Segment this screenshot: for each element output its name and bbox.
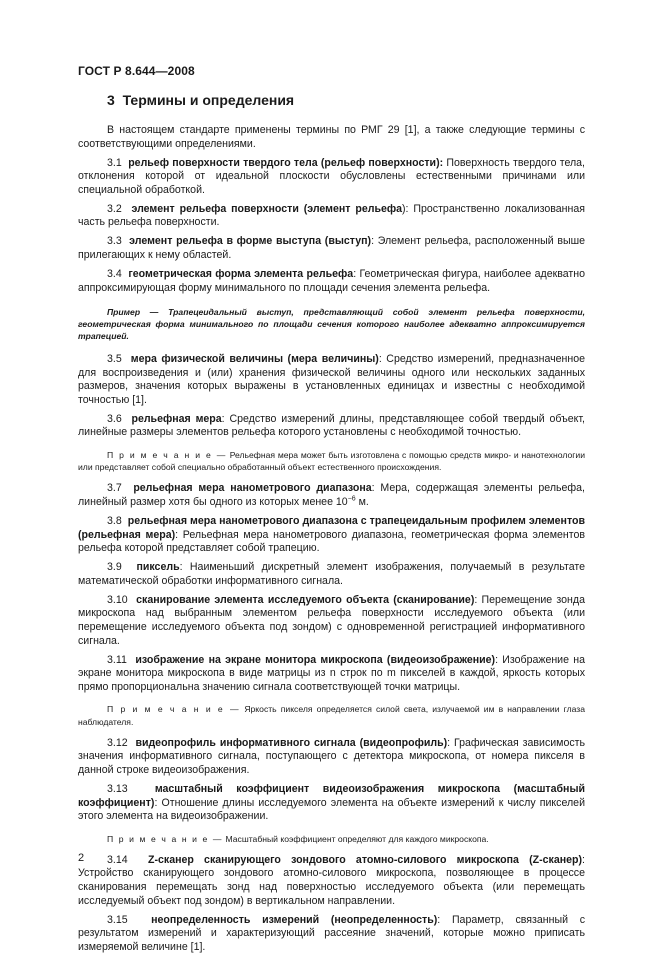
term-definition: : Графическая зависимость значения информативного сигнала, поступающего с детектора микроскопа, от номера пикселя в данной строке видеоизображения. [78,736,586,776]
example-paragraph [78,306,585,342]
term-name: масштабный коэффициент видеоизображения микроскопа (масштабный коэффициент) [78,782,585,809]
term-name: рельефная мера нанометрового диапазона [133,482,372,495]
term-name: рельефная мера нанометрового диапазона с трапецеидальным профилем элементов (рельефная мера) [78,515,585,541]
note-label: П р и м е ч а н и е — [107,833,224,844]
exponent: −6 [347,495,356,503]
term-definition: : Изображение на экране монитора микроскопа в виде матрицы из n строк по m пикселей в каждой, яркость которых прямо пропорциональна значению сигнала соответствующей точки матрицы. [78,653,585,693]
page-number: 2 [78,852,85,864]
term-definition: : Устройство сканирующего зондового атомно-силового микроскопа, позволяющее в процессе сканирования перемещать зонд над поверхностью исследуемого объекта (или перемещать исследуемый объект под зондом) в вертикальном направлении. [78,853,585,907]
term-name: Z-сканер сканирующего зондового атомно-силового микроскопа (Z-сканер) [148,853,583,866]
term-definition: : Мера, содержащая элементы рельефа, линейный размер хотя бы одного из которых менее 10 [78,482,585,509]
term-definition: : Параметр, связанный с результатом измерений и характеризующий рассеяние значений, которые можно приписать измеряемой величине [1]. [78,913,585,953]
term-3-15: 3.15 неопределенность измерений (неопределенность): Параметр, связанный с результатом измерений и характеризующий рассеяние значений, которые можно приписать измеряемой величине [1]. [78,913,585,953]
term-name: мера физической величины (мера величины) [130,353,379,366]
term-definition: : Средство измерений, предназначенное для воспроизведения и (или) хранения физической величины одного или нескольких заданных размеров, значения которых выражены в установленных единицах и известны с необходимой точностью [1]. [78,353,585,406]
term-3-12: 3.12 видеопрофиль информативного сигнала (видеопрофиль): Графическая зависимость значения информативного сигнала, поступающего с детектора микроскопа, от номера пикселя в данной строке видеоизображения. [78,736,586,776]
term-name: сканирование элемента исследуемого объекта (сканирование) [136,593,475,606]
note-3 [78,833,585,845]
term-name: элемент рельефа в форме выступа (выступ) [129,235,372,248]
term-3-2: 3.2 элемент рельефа поверхности (элемент рельефа): Пространственно локализованная часть рельефа поверхности. [78,202,585,229]
section-number: 3 [107,92,115,108]
term-definition: : Отношение длины исследуемого элемента на объекте измерений к числу пикселей этого элемента на видеоизображении. [78,796,585,823]
term-3-14: 3.14 Z-сканер сканирующего зондового атомно-силового микроскопа (Z-сканер): Устройство сканирующего зондового атомно-силового микроскопа, позволяющее в процессе сканирования перемещать зонд над поверхностью исследуемого объекта (или перемещать исследуемый объект под зондом) в вертикальном направлении. [78,853,585,907]
note-label: П р и м е ч а н и е — [107,704,241,715]
term-definition: : Геометрическая фигура, наиболее адекватно аппроксимирующая форму минимального по площади сечения элемента рельефа. [78,267,585,294]
term-3-13: 3.13 масштабный коэффициент видеоизображения микроскопа (масштабный коэффициент): Отношение длины исследуемого элемента на объекте измерений к числу пикселей этого элемента на видеоизображении. [78,782,585,823]
note-2 [78,703,585,727]
section-title-text: Термины и определения [122,92,295,108]
note-1 [78,449,585,473]
term-3-3: 3.3 элемент рельефа в форме выступа (выступ): Элемент рельефа, расположенный выше прилегающих к нему областей. [78,235,585,261]
term-name: рельеф поверхности твердого тела (рельеф поверхности): [128,156,444,169]
term-name: рельефная мера [131,412,222,425]
term-3-1: 3.1 рельеф поверхности твердого тела (рельеф поверхности): Поверхность твердого тела, отклонения которой от идеальной плоскости обусловлены естественными причинами или специальной обработкой. [78,156,586,196]
intro-paragraph: В настоящем стандарте применены термины по РМГ 29 [1], а также следующие термины с соответствующими определениями. [78,124,585,150]
term-definition: ): Пространственно локализованная часть рельефа поверхности. [78,202,585,229]
term-name: неопределенность измерений (неопределенность) [151,913,438,926]
term-3-5: 3.5 мера физической величины (мера величины): Средство измерений, предназначенное для воспроизведения и (или) хранения физической величины одного или нескольких заданных размеров, значения которых выражены в установленных единицах и известны с необходимой точностью [1]. [78,353,585,406]
term-3-8: 3.8 рельефная мера нанометрового диапазона с трапецеидальным профилем элементов (рельефная мера): Рельефная мера нанометрового диапазона, геометрическая форма элементов рельефа которой представляет собой трапецию. [78,515,585,555]
term-definition: : Перемещение зонда микроскопа над выбранным элементом рельефа поверхности исследуемого объекта (или перемещение исследуемого объекта под зондом) с одновременной регистрацией информативного сигнала. [78,593,585,647]
term-name: элемент рельефа поверхности (элемент рельефа [131,202,403,215]
term-3-11: 3.11 изображение на экране монитора микроскопа (видеоизображение): Изображение на экране монитора микроскопа в виде матрицы из n строк по m пикселей в каждой, яркость которых прямо пропорциональна значению сигнала соответствующей точки матрицы. [78,653,585,693]
section-title [107,92,294,108]
term-name: пиксель [136,561,180,574]
note-label: П р и м е ч а н и е — [107,450,227,461]
note-text: Рельефная мера может быть изготовлена с помощью средств микро- и нанотехнологии или представляет собой специально обработанный объект естественного происхождения. [78,450,585,473]
term-3-7: 3.7 рельефная мера нанометрового диапазона: Мера, содержащая элементы рельефа, линейный размер хотя бы одного из которых менее $10^{-6}$ м. [78,482,585,509]
term-definition: : Средство измерений длины, представляющее собой твердый объект, линейные размеры элементов рельефа которого установлены с необходимой точностью. [78,412,586,439]
term-definition: Поверхность твердого тела, отклонения которой от идеальной плоскости обусловлены естественными причинами или специальной обработкой. [78,156,586,196]
term-definition: : Элемент рельефа, расположенный выше прилегающих к нему областей. [78,235,585,261]
document-header: ГОСТ Р 8.644—2008 [78,64,195,78]
term-definition: : Наименьший дискретный элемент изображения, получаемый в результате математической обработки информативного сигнала. [78,561,585,587]
term-3-9: 3.9 пиксель: Наименьший дискретный элемент изображения, получаемый в результате математической обработки информативного сигнала. [78,561,585,587]
section-content [78,124,585,954]
term-name: изображение на экране монитора микроскопа (видеоизображение) [135,653,496,666]
example-label: Пример — [107,307,159,318]
term-3-4: 3.4 геометрическая форма элемента рельефа: Геометрическая фигура, наиболее адекватно аппроксимирующая форму минимального по площади сечения элемента рельефа. [78,267,585,294]
note-text: Масштабный коэффициент определяют для каждого микроскопа. [223,833,489,844]
term-3-6: 3.6 рельефная мера: Средство измерений длины, представляющее собой твердый объект, линейные размеры элементов рельефа которого установлены с необходимой точностью. [78,412,586,439]
example-text: Трапецеидальный выступ, представляющий собой элемент рельефа поверхности, геометрическая форма минимального по площади сечения которого наиболее адекватно аппроксимируется трапецией. [78,307,585,342]
term-name: геометрическая форма элемента рельефа [128,267,354,280]
note-text: Яркость пикселя определяется силой света, излучаемой им в направлении глаза наблюдателя. [78,704,585,727]
term-definition: : Рельефная мера нанометрового диапазона, геометрическая форма элементов рельефа которой представляет собой трапецию. [78,528,585,555]
term-name: видеопрофиль информативного сигнала (видеопрофиль) [135,736,448,749]
term-3-10: 3.10 сканирование элемента исследуемого объекта (сканирование): Перемещение зонда микроскопа над выбранным элементом рельефа поверхности исследуемого объекта (или перемещение исследуемого объекта под зондом) с одновременной регистрацией информативного сигнала. [78,593,585,647]
